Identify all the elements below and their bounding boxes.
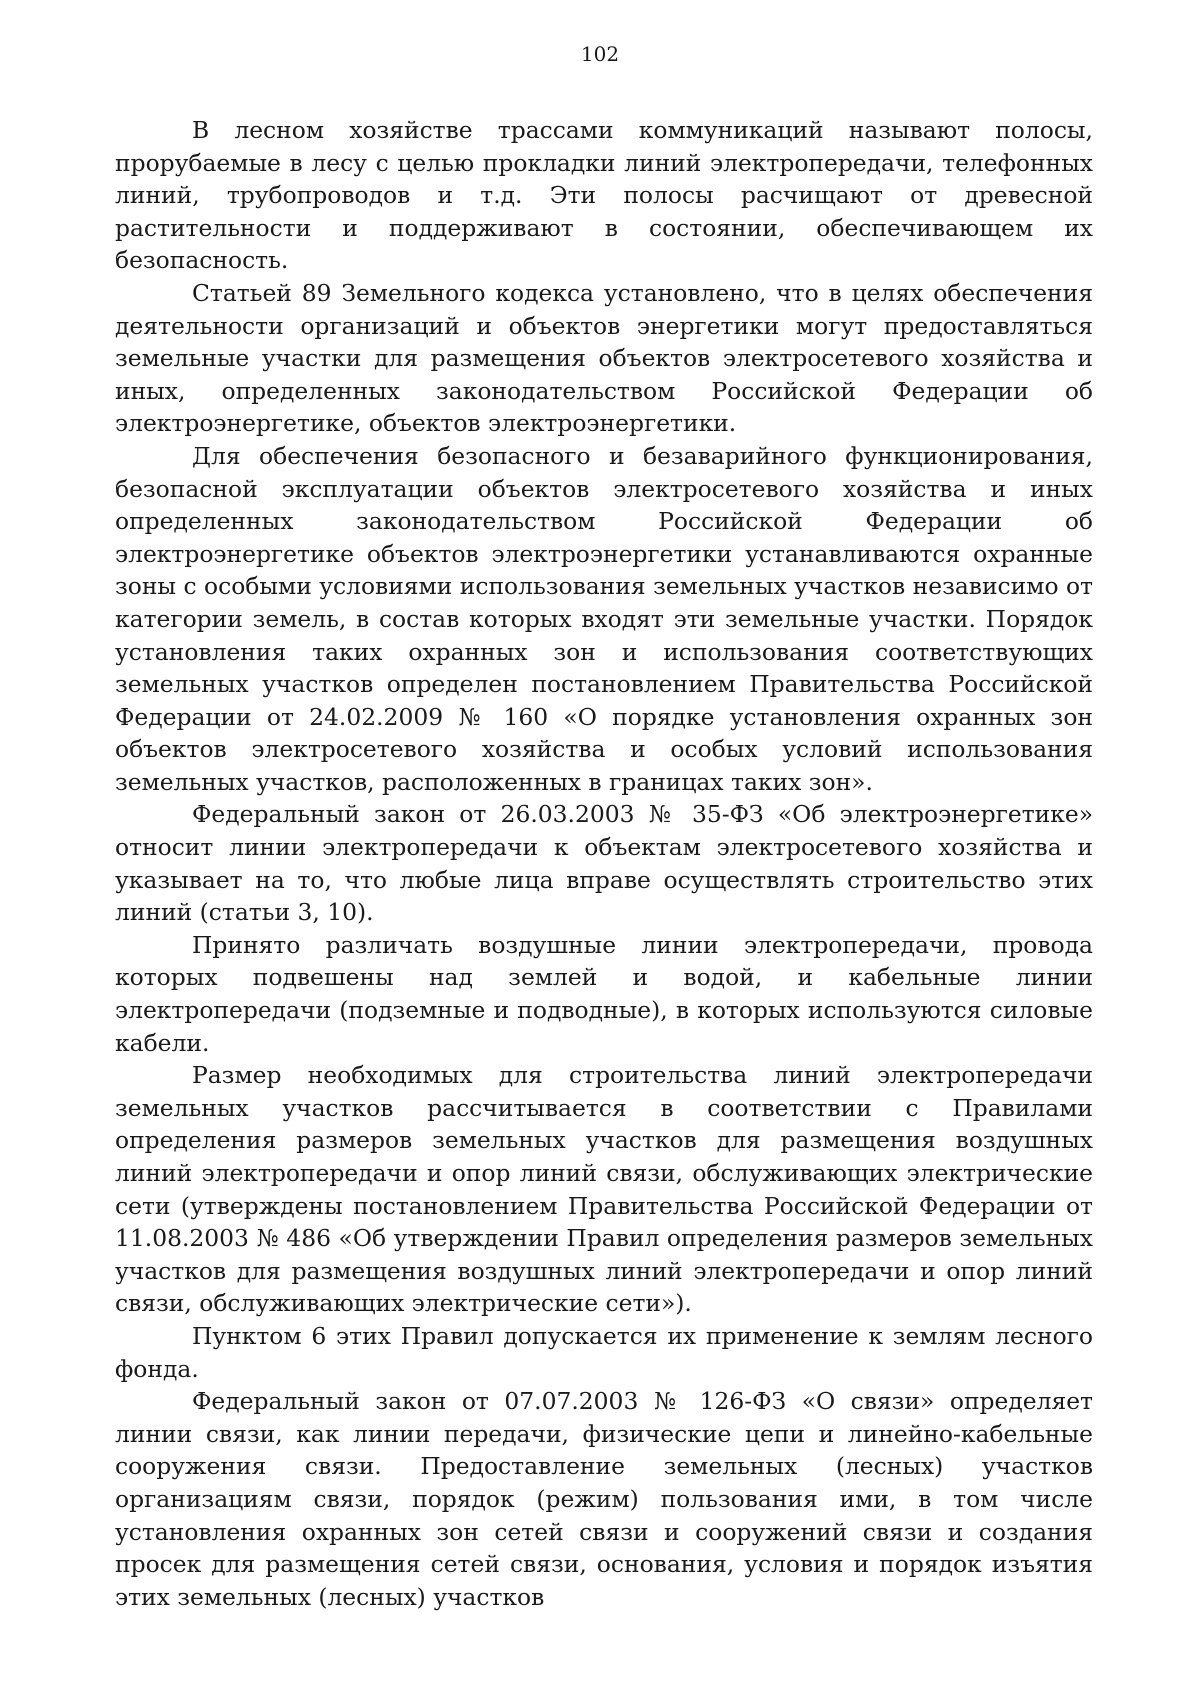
page-number: 102 [580, 42, 620, 66]
paragraph-land-code-article-89: Статьей 89 Земельного кодекса установлено, что в целях обеспечения деятельности организаций и объектов энергетики могут предоставляться земельные участки для размещения объектов электросетевого хозяйства и иных, определенных законодательством Российской Федерации об электроэнергетике, объектов электроэнергетики. [115, 278, 1093, 438]
paragraph-communications-law: Федеральный закон от 07.07.2003 № 126-ФЗ «О связи» определяет линии связи, как линии передачи, физические цепи и линейно-кабельные сооружения связи. Предоставление земельных (лесных) участков организациям связи, порядок (режим) пользования ими, в том числе установления охранных зон сетей связи и сооружений связи и создания просек для размещения сетей связи, основания, условия и порядок изъятия этих земельных (лесных) участков [115, 1387, 1093, 1611]
document-body [115, 114, 1093, 1613]
paragraph-protection-zones: Для обеспечения безопасного и безаварийного функционирования, безопасной эксплуатации объектов электросетевого хозяйства и иных определенных законодательством Российской Федерации об электроэнергетике объектов электроэнергетики устанавливаются охранные зоны с особыми условиями использования земельных участков независимо от категории земель, в состав которых входят эти земельные участки. Порядок установления таких охранных зон и использования соответствующих земельных участков определен постановлением Правительства Российской Федерации от 24.02.2009 № 160 «О порядке установления охранных зон объектов электросетевого хозяйства и особых условий использования земельных участков, расположенных в границах таких зон». [115, 441, 1093, 796]
paragraph-forest-communication-routes: В лесном хозяйстве трассами коммуникаций называют полосы, прорубаемые в лесу с целью прокладки линий электропередачи, телефонных линий, трубопроводов и т.д. Эти полосы расчищают от древесной растительности и поддерживают в состоянии, обеспечивающем их безопасность. [115, 116, 1093, 275]
paragraph-land-plot-size-rules: Размер необходимых для строительства линий электропередачи земельных участков рассчитывается в соответствии с Правилами определения размеров земельных участков для размещения воздушных линий электропередачи и опор линий связи, обслуживающих электрические сети (утверждены постановлением Правительства Российской Федерации от 11.08.2003 № 486 «Об утверждении Правил определения размеров земельных участков для размещения воздушных линий электропередачи и опор линий связи, обслуживающих электрические сети»). [115, 1061, 1093, 1318]
paragraph-overhead-and-cable-lines: Принято различать воздушные линии электропередачи, провода которых подвешены над землей и водой, и кабельные линии электропередачи (подземные и подводные), в которых используются силовые кабели. [115, 930, 1093, 1057]
paragraph-rules-point-6: Пунктом 6 этих Правил допускается их применение к землям лесного фонда. [115, 1321, 1093, 1383]
paragraph-electricity-law: Федеральный закон от 26.03.2003 № 35-ФЗ «Об электроэнергетике» относит линии электропередачи к объектам электросетевого хозяйства и указывает на то, что любые лица вправе осуществлять строительство этих линий (статьи 3, 10). [115, 800, 1093, 927]
